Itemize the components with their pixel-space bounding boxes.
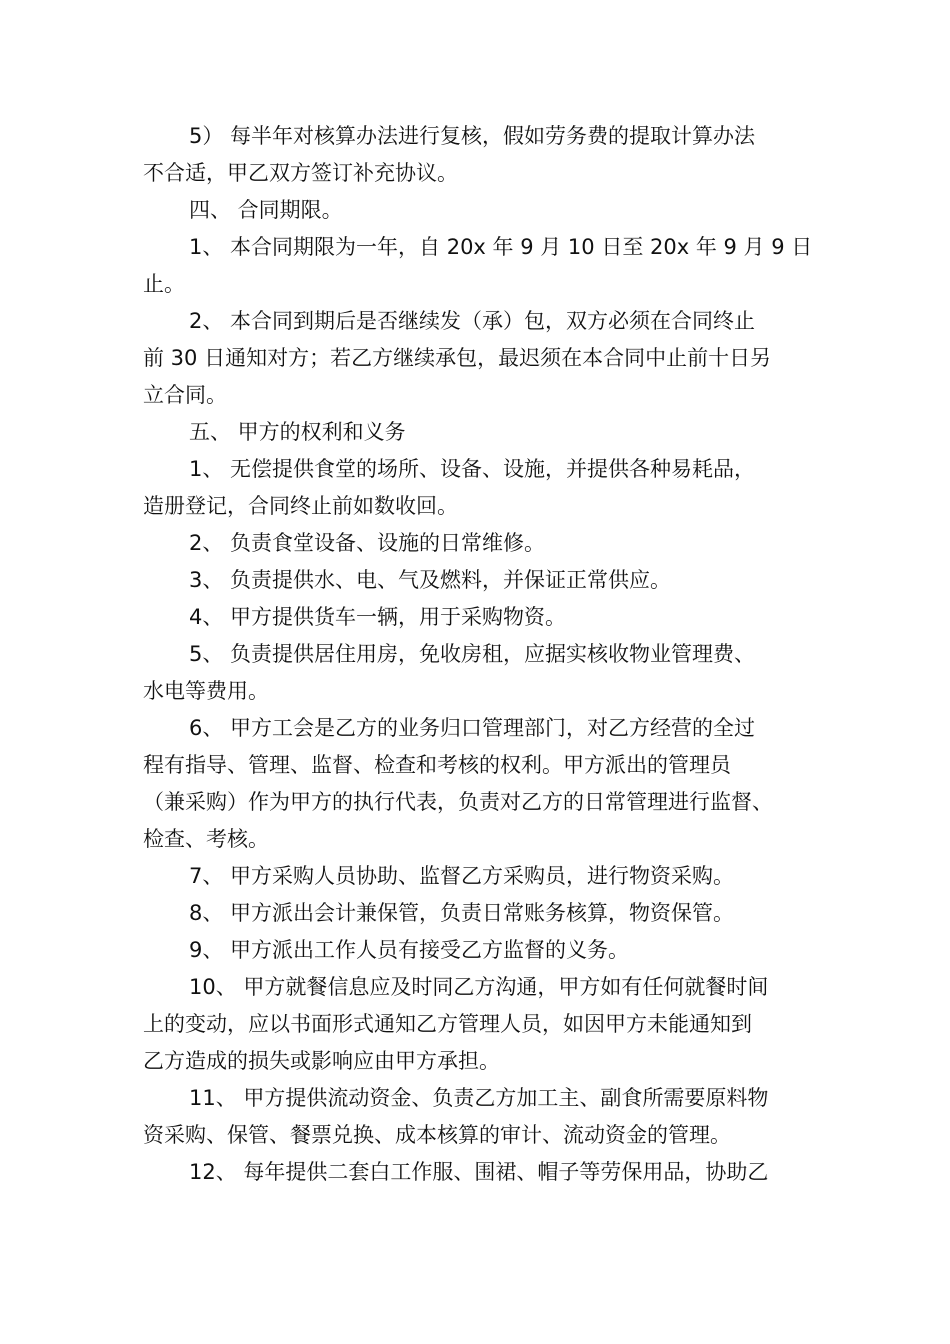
paragraph xyxy=(143,599,823,636)
paragraph-line: 不合适，甲乙双方签订补充协议。 xyxy=(143,161,458,185)
paragraph-line: （兼采购）作为甲方的执行代表，负责对乙方的日常管理进行监督、 xyxy=(143,790,773,814)
paragraph-first-line: 5） 每半年对核算办法进行复核，假如劳务费的提取计算办法 xyxy=(189,124,756,148)
paragraph-line: 乙方造成的损失或影响应由甲方承担。 xyxy=(143,1049,500,1073)
paragraph xyxy=(143,451,823,525)
paragraph xyxy=(143,932,823,969)
paragraph-first-line: 3、 负责提供水、电、气及燃料，并保证正常供应。 xyxy=(189,568,672,592)
paragraph xyxy=(143,636,823,710)
paragraph-line: 前 30 日通知对方；若乙方继续承包，最迟须在本合同中止前十日另 xyxy=(143,346,772,370)
paragraph xyxy=(143,1154,823,1191)
paragraph-line: 检查、考核。 xyxy=(143,827,269,851)
paragraph xyxy=(143,710,823,858)
paragraph-first-line: 4、 甲方提供货车一辆，用于采购物资。 xyxy=(189,605,567,629)
paragraph-first-line: 6、 甲方工会是乙方的业务归口管理部门，对乙方经营的全过 xyxy=(189,716,756,740)
paragraph xyxy=(143,895,823,932)
paragraph xyxy=(143,1080,823,1154)
paragraph-first-line: 11、 甲方提供流动资金、负责乙方加工主、副食所需要原料物 xyxy=(189,1086,769,1110)
paragraph-line: 资采购、保管、餐票兑换、成本核算的审计、流动资金的管理。 xyxy=(143,1123,731,1147)
paragraph-first-line: 四、 合同期限。 xyxy=(189,198,343,222)
paragraph-line: 程有指导、管理、监督、检查和考核的权利。甲方派出的管理员 xyxy=(143,753,731,777)
paragraph-first-line: 1、 无偿提供食堂的场所、设备、设施，并提供各种易耗品， xyxy=(189,457,756,481)
paragraph-first-line: 7、 甲方采购人员协助、监督乙方采购员，进行物资采购。 xyxy=(189,864,735,888)
document-body xyxy=(143,118,823,1191)
paragraph-first-line: 2、 负责食堂设备、设施的日常维修。 xyxy=(189,531,546,555)
paragraph-first-line: 1、 本合同期限为一年，自 20x 年 9 月 10 日至 20x 年 9 月 9 日 xyxy=(189,235,813,259)
paragraph-line: 止。 xyxy=(143,272,185,296)
paragraph-line: 上的变动，应以书面形式通知乙方管理人员，如因甲方未能通知到 xyxy=(143,1012,752,1036)
paragraph xyxy=(143,858,823,895)
paragraph xyxy=(143,969,823,1080)
paragraph-line: 立合同。 xyxy=(143,383,227,407)
paragraph-first-line: 5、 负责提供居住用房，免收房租，应据实核收物业管理费、 xyxy=(189,642,756,666)
paragraph xyxy=(143,192,823,229)
paragraph xyxy=(143,414,823,451)
paragraph-first-line: 2、 本合同到期后是否继续发（承）包，双方必须在合同终止 xyxy=(189,309,756,333)
paragraph xyxy=(143,525,823,562)
paragraph-first-line: 10、 甲方就餐信息应及时同乙方沟通，甲方如有任何就餐时间 xyxy=(189,975,769,999)
paragraph xyxy=(143,303,823,414)
paragraph-first-line: 8、 甲方派出会计兼保管，负责日常账务核算，物资保管。 xyxy=(189,901,735,925)
paragraph xyxy=(143,229,823,303)
paragraph-first-line: 12、 每年提供二套白工作服、围裙、帽子等劳保用品，协助乙 xyxy=(189,1160,769,1184)
paragraph-first-line: 五、 甲方的权利和义务 xyxy=(189,420,406,444)
paragraph-line: 造册登记，合同终止前如数收回。 xyxy=(143,494,458,518)
paragraph-first-line: 9、 甲方派出工作人员有接受乙方监督的义务。 xyxy=(189,938,630,962)
paragraph-line: 水电等费用。 xyxy=(143,679,269,703)
paragraph xyxy=(143,118,823,192)
paragraph xyxy=(143,562,823,599)
